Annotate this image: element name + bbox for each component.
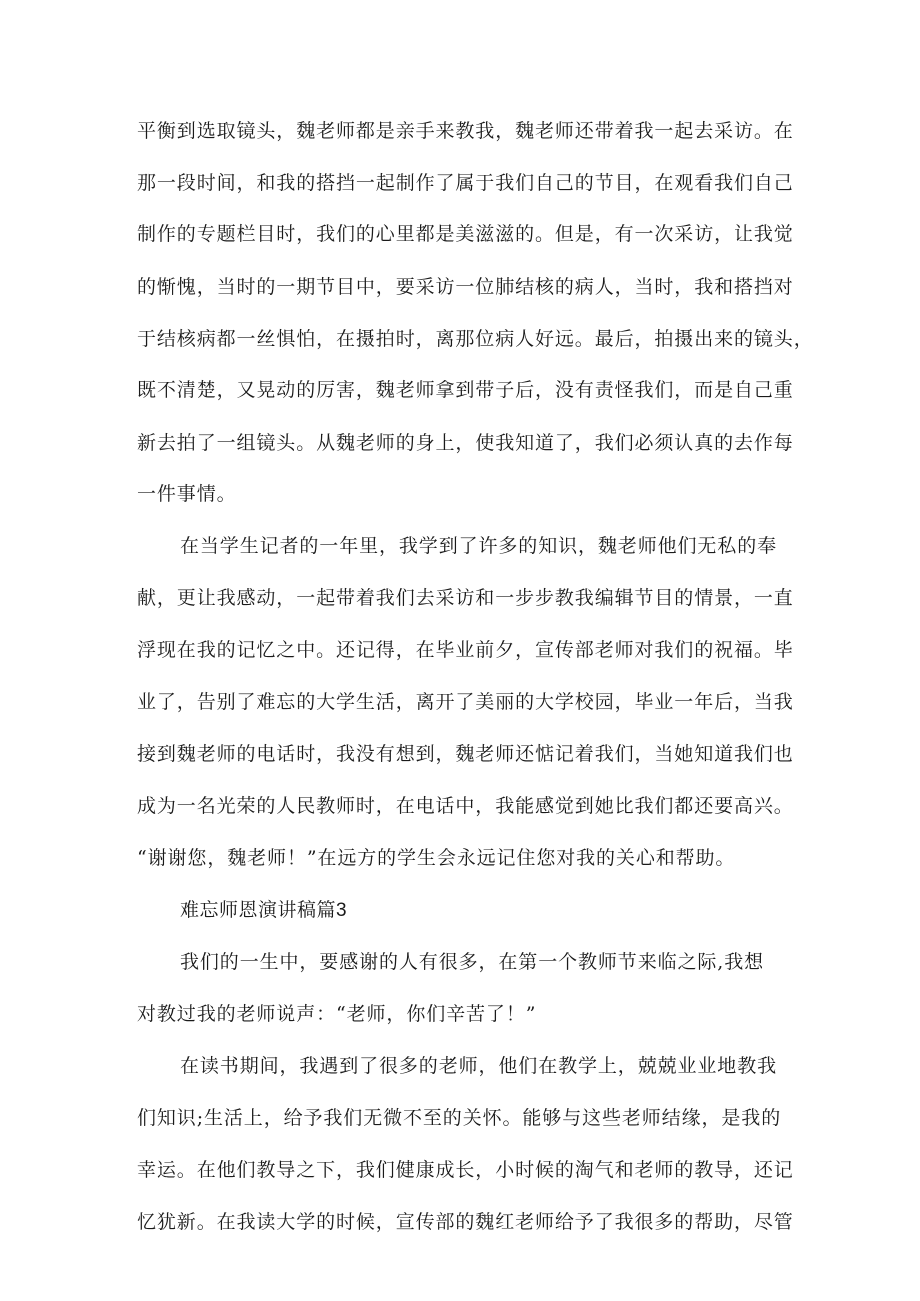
text-line: 既不清楚，又晃动的厉害，魏老师拿到带子后，没有责怪我们，而是自己重 (137, 379, 794, 401)
text-line: 制作的专题栏目时，我们的心里都是美滋滋的。但是，有一次采访，让我觉 (137, 223, 794, 245)
text-line: 们知识;生活上，给予我们无微不至的关怀。能够与这些老师结缘，是我的 (137, 1107, 782, 1129)
text-line: 献，更让我感动，一起带着我们去采访和一步步教我编辑节目的情景，一直 (137, 587, 794, 609)
text-line: 对教过我的老师说声：“老师，你们辛苦了！” (137, 1003, 537, 1025)
text-line: 浮现在我的记忆之中。还记得，在毕业前夕，宣传部老师对我们的祝福。毕 (137, 639, 794, 661)
text-line: 一件事情。 (137, 483, 237, 505)
text-line: 我们的一生中，要感谢的人有很多，在第一个教师节来临之际,我想 (180, 951, 765, 973)
text-line: “谢谢您，魏老师！”在远方的学生会永远记住您对我的关心和帮助。 (137, 847, 736, 869)
text-line: 接到魏老师的电话时，我没有想到，魏老师还惦记着我们，当她知道我们也 (137, 743, 794, 765)
text-line: 忆犹新。在我读大学的时候，宣传部的魏红老师给予了我很多的帮助，尽管 (137, 1211, 794, 1233)
text-line: 业了，告别了难忘的大学生活，离开了美丽的大学校园，毕业一年后，当我 (137, 691, 794, 713)
text-line: 在当学生记者的一年里，我学到了许多的知识，魏老师他们无私的奉 (180, 535, 778, 557)
text-line: 新去拍了一组镜头。从魏老师的身上，使我知道了，我们必须认真的去作每 (137, 432, 794, 454)
text-line: 平衡到选取镜头，魏老师都是亲手来教我，魏老师还带着我一起去采访。在 (137, 120, 794, 142)
text-line: 那一段时间，和我的搭挡一起制作了属于我们自己的节目，在观看我们自己 (137, 172, 794, 194)
text-line: 幸运。在他们教导之下，我们健康成长，小时候的淘气和老师的教导，还记 (137, 1159, 794, 1181)
text-line: 的惭愧，当时的一期节目中，要采访一位肺结核的病人，当时，我和搭挡对 (137, 276, 794, 298)
text-line: 成为一名光荣的人民教师时，在电话中，我能感觉到她比我们都还要高兴。 (137, 795, 794, 817)
text-line: 于结核病都一丝惧怕，在摄拍时，离那位病人好远。最后，拍摄出来的镜头， (137, 328, 814, 350)
section-heading: 难忘师恩演讲稿篇3 (180, 900, 348, 921)
text-line: 在读书期间，我遇到了很多的老师，他们在教学上，兢兢业业地教我 (180, 1055, 778, 1077)
